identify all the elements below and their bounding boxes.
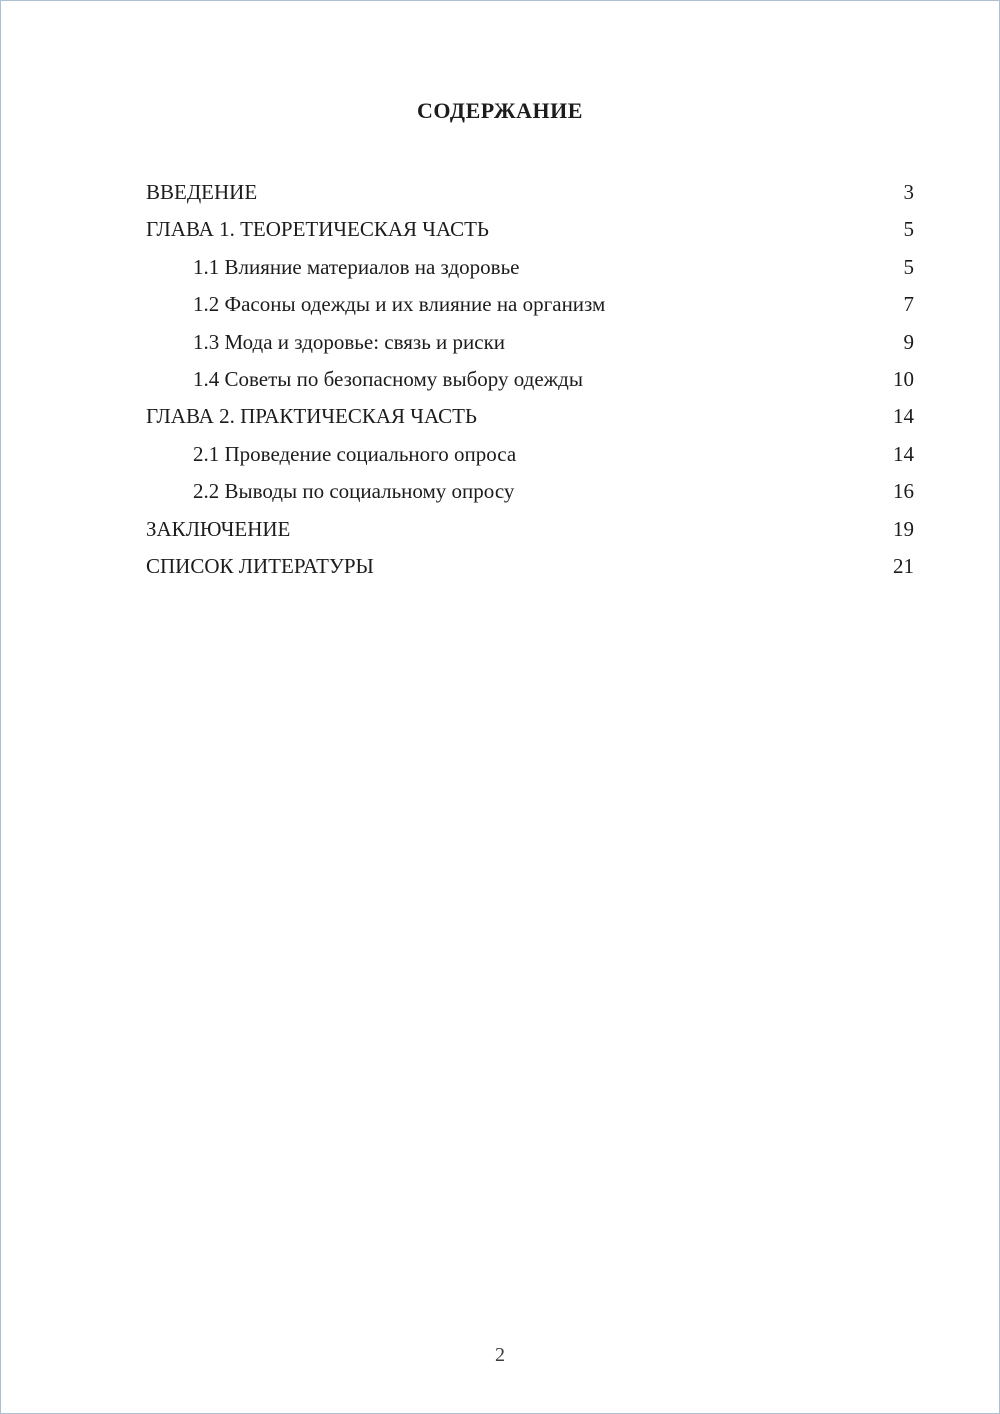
toc-entry-page: 5 bbox=[903, 217, 914, 242]
toc-entry-page: 9 bbox=[903, 329, 914, 354]
page-title: СОДЕРЖАНИЕ bbox=[417, 98, 583, 123]
toc-entry-page: 7 bbox=[903, 292, 914, 317]
toc-entry-page: 10 bbox=[893, 367, 914, 392]
toc-entry-page: 14 bbox=[893, 404, 914, 429]
toc-entry-label: ЗАКЛЮЧЕНИЕ bbox=[146, 516, 291, 541]
toc-entry-page: 19 bbox=[893, 516, 914, 541]
toc-list bbox=[146, 174, 914, 585]
toc-entry bbox=[146, 436, 914, 473]
toc-entry bbox=[146, 548, 914, 585]
toc-entry-label: 1.4 Советы по безопасному выбору одежды bbox=[193, 367, 583, 392]
toc-entry bbox=[146, 211, 914, 248]
toc-entry-label: ГЛАВА 1. ТЕОРЕТИЧЕСКАЯ ЧАСТЬ bbox=[146, 217, 489, 242]
toc-entry-label: 2.2 Выводы по социальному опросу bbox=[193, 479, 515, 504]
toc-entry bbox=[146, 511, 914, 548]
toc-entry-label: ГЛАВА 2. ПРАКТИЧЕСКАЯ ЧАСТЬ bbox=[146, 404, 477, 429]
toc-entry bbox=[146, 324, 914, 361]
toc-entry-label: 1.2 Фасоны одежды и их влияние на организм bbox=[193, 292, 606, 317]
toc-entry-page: 16 bbox=[893, 479, 914, 504]
toc-entry-label: 2.1 Проведение социального опроса bbox=[193, 441, 517, 466]
page-number: 2 bbox=[495, 1344, 505, 1366]
toc-entry bbox=[146, 286, 914, 323]
toc-entry-label: 1.3 Мода и здоровье: связь и риски bbox=[193, 329, 506, 354]
toc-entry bbox=[146, 249, 914, 286]
toc-entry-page: 5 bbox=[903, 254, 914, 279]
toc-entry-label: ВВЕДЕНИЕ bbox=[146, 180, 258, 204]
toc-entry bbox=[146, 473, 914, 510]
toc-entry-page: 3 bbox=[903, 180, 914, 204]
toc-entry-page: 14 bbox=[893, 441, 914, 466]
toc-entry bbox=[146, 174, 914, 211]
toc-entry-page: 21 bbox=[893, 554, 914, 579]
toc-entry-label: СПИСОК ЛИТЕРАТУРЫ bbox=[146, 554, 374, 579]
toc-entry bbox=[146, 361, 914, 398]
toc-entry bbox=[146, 398, 914, 435]
toc-entry-label: 1.1 Влияние материалов на здоровье bbox=[193, 254, 520, 279]
